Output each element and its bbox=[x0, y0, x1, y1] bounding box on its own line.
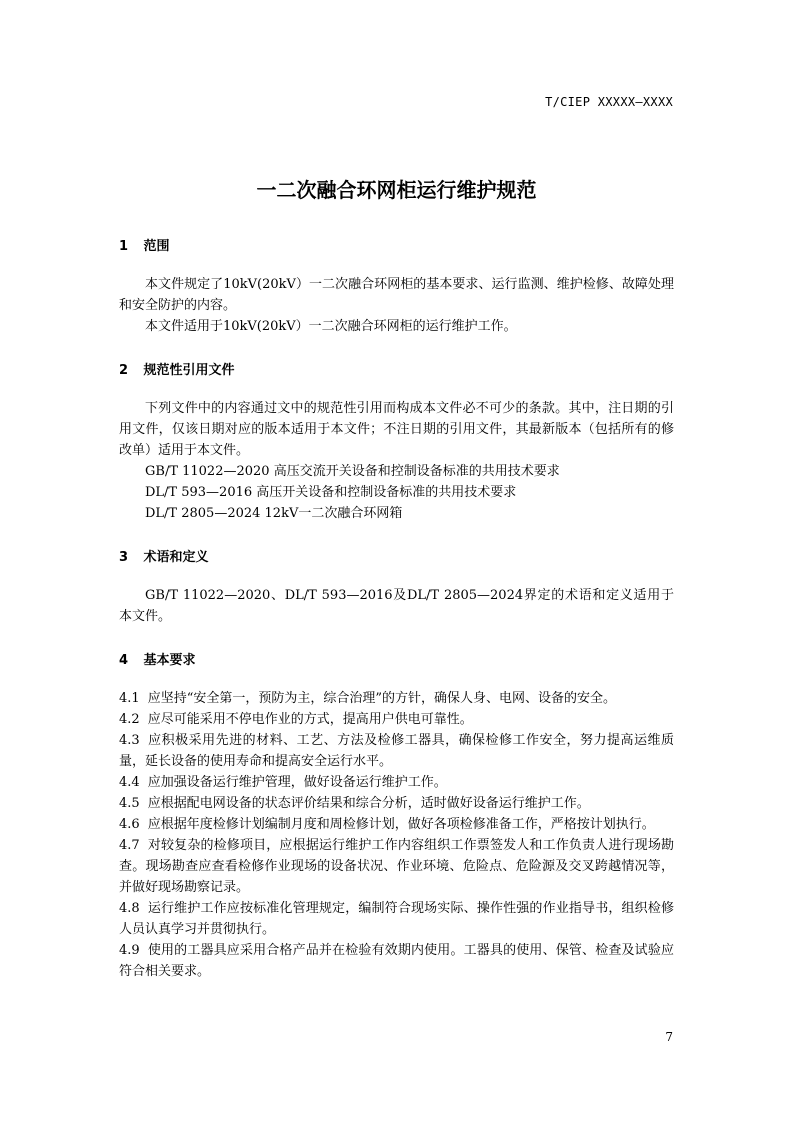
requirement-item bbox=[119, 835, 674, 898]
section-title: 基本要求 bbox=[143, 653, 196, 668]
requirement-item bbox=[119, 940, 674, 982]
section-title: 规范性引用文件 bbox=[143, 363, 235, 378]
section-number: 1 bbox=[119, 239, 129, 254]
paragraph: GB/T 11022—2020、DL/T 593—2016及DL/T 2805—2024界定的术语和定义适用于本文件。 bbox=[119, 588, 674, 624]
clause-number: 4.8 bbox=[119, 901, 140, 916]
clause-text: 使用的工器具应采用合格产品并在检验有效期内使用。工器具的使用、保管、检查及试验应符合相关要求。 bbox=[119, 943, 674, 979]
clause-text: 应坚持“安全第一，预防为主，综合治理”的方针，确保人身、电网、设备的安全。 bbox=[147, 691, 616, 706]
section-scope bbox=[119, 236, 674, 337]
clause-number: 4.7 bbox=[119, 838, 140, 853]
reference-item: GB/T 11022—2020 高压交流开关设备和控制设备标准的共用技术要求 bbox=[145, 464, 560, 479]
section-title: 术语和定义 bbox=[143, 550, 209, 565]
document-code: T/CIEP XXXXX—XXXX bbox=[545, 95, 673, 109]
clause-text: 应加强设备运行维护管理，做好设备运行维护工作。 bbox=[147, 775, 447, 790]
section-normative-references bbox=[119, 360, 674, 524]
section-heading bbox=[119, 236, 674, 257]
reference-item: DL/T 2805—2024 12kV一二次融合环网箱 bbox=[145, 506, 403, 521]
section-title: 范围 bbox=[143, 239, 170, 254]
clause-number: 4.4 bbox=[119, 775, 140, 790]
clause-number: 4.5 bbox=[119, 796, 140, 811]
clause-number: 4.9 bbox=[119, 943, 140, 958]
section-terms-definitions bbox=[119, 547, 674, 627]
document-body bbox=[119, 236, 674, 1005]
clause-text: 对较复杂的检修项目，应根据运行维护工作内容组织工作票签发人和工作负责人进行现场勘查。现场勘查应查看检修作业现场的设备状况、作业环境、危险点、危险源及交叉跨越情况等，并做好现场勘察记录。 bbox=[119, 838, 674, 895]
page-number: 7 bbox=[665, 1030, 673, 1044]
requirement-item bbox=[119, 898, 674, 940]
requirement-item bbox=[119, 730, 674, 772]
section-heading bbox=[119, 360, 674, 381]
section-number: 2 bbox=[119, 363, 129, 378]
clause-text: 运行维护工作应按标准化管理规定，编制符合现场实际、操作性强的作业指导书，组织检修人员认真学习并贯彻执行。 bbox=[119, 901, 674, 937]
section-basic-requirements bbox=[119, 650, 674, 982]
section-heading bbox=[119, 650, 674, 671]
clause-text: 应积极采用先进的材料、工艺、方法及检修工器具，确保检修工作安全，努力提高运维质量，延长设备的使用寿命和提高安全运行水平。 bbox=[119, 733, 674, 769]
requirement-item bbox=[119, 772, 674, 793]
paragraph: 本文件适用于10kV(20kV）一二次融合环网柜的运行维护工作。 bbox=[145, 319, 517, 334]
paragraph: 下列文件中的内容通过文中的规范性引用而构成本文件必不可少的条款。其中，注日期的引用文件，仅该日期对应的版本适用于本文件；不注日期的引用文件，其最新版本（包括所有的修改单）适用于本文件。 bbox=[119, 401, 674, 458]
requirement-item bbox=[119, 688, 674, 709]
document-title: 一二次融合环网柜运行维护规范 bbox=[256, 178, 537, 202]
clause-number: 4.3 bbox=[119, 733, 140, 748]
clause-number: 4.2 bbox=[119, 712, 140, 727]
clause-text: 应根据年度检修计划编制月度和周检修计划，做好各项检修准备工作，严格按计划执行。 bbox=[147, 817, 655, 832]
clause-text: 应根据配电网设备的状态评价结果和综合分析，适时做好设备运行维护工作。 bbox=[147, 796, 590, 811]
clause-text: 应尽可能采用不停电作业的方式，提高用户供电可靠性。 bbox=[147, 712, 473, 727]
requirement-item bbox=[119, 709, 674, 730]
requirement-item bbox=[119, 814, 674, 835]
paragraph: 本文件规定了10kV(20kV）一二次融合环网柜的基本要求、运行监测、维护检修、故障处理和安全防护的内容。 bbox=[119, 277, 674, 313]
section-number: 3 bbox=[119, 550, 129, 565]
requirement-item bbox=[119, 793, 674, 814]
section-heading bbox=[119, 547, 674, 568]
reference-item: DL/T 593—2016 高压开关设备和控制设备标准的共用技术要求 bbox=[145, 485, 517, 500]
clause-number: 4.6 bbox=[119, 817, 140, 832]
clause-number: 4.1 bbox=[119, 691, 140, 706]
section-number: 4 bbox=[119, 653, 129, 668]
